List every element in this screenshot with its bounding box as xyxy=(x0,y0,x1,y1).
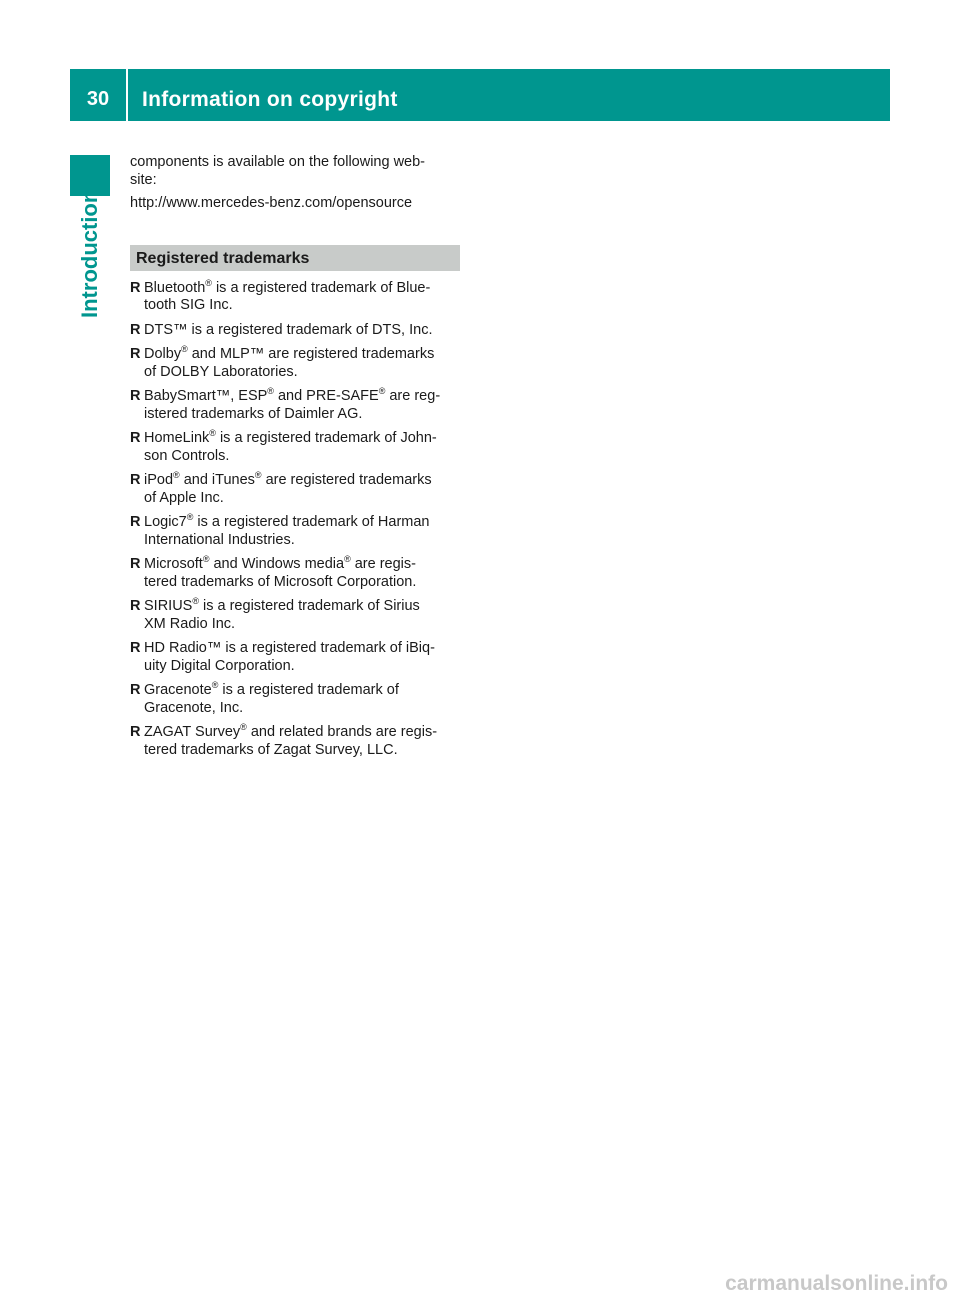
registered-mark: ® xyxy=(240,722,247,732)
item-text: Gracenote xyxy=(144,682,212,698)
item-text: uity Digital Corporation. xyxy=(144,657,295,674)
item-text: and Windows media xyxy=(209,556,345,572)
item-text: DTS™ is a registered trademark of DTS, Inc. xyxy=(144,321,433,338)
list-item xyxy=(130,277,460,315)
item-text: Dolby xyxy=(144,346,182,362)
bullet-icon: R xyxy=(130,598,141,614)
item-text: International Industries. xyxy=(144,531,295,548)
registered-mark: ® xyxy=(378,386,386,396)
item-text: and iTunes xyxy=(179,472,255,488)
item-text: are registered trademarks xyxy=(261,472,432,488)
list-item xyxy=(130,724,460,759)
item-text: XM Radio Inc. xyxy=(144,615,236,632)
item-text: is a registered trademark of Blue- xyxy=(211,279,431,296)
item-text: and related brands are regis- xyxy=(246,724,438,740)
list-item xyxy=(130,682,460,717)
registered-mark: ® xyxy=(173,470,180,480)
item-text: and PRE-SAFE xyxy=(273,388,379,404)
item-text: Microsoft xyxy=(144,556,203,572)
bullet-icon: R xyxy=(130,640,141,656)
bullet-icon: R xyxy=(130,346,141,362)
list-item xyxy=(130,640,460,675)
opensource-url: http://www.mercedes-benz.com/opensource xyxy=(130,195,413,211)
item-text: Gracenote, Inc. xyxy=(144,699,244,716)
bullet-icon: R xyxy=(130,724,141,740)
section-tab-label: Introduction xyxy=(77,189,102,318)
list-item xyxy=(130,322,460,340)
item-text: HD Radio™ is a registered trademark of iBiq- xyxy=(144,640,435,656)
list-item xyxy=(130,556,460,591)
page-number: 30 xyxy=(86,88,110,110)
registered-mark: ® xyxy=(186,512,194,522)
item-text: Bluetooth xyxy=(144,279,206,296)
item-text: and MLP™ are registered trademarks xyxy=(187,346,435,362)
trademark-list xyxy=(130,277,460,760)
registered-mark: ® xyxy=(192,596,199,606)
item-text: of Apple Inc. xyxy=(144,489,224,506)
page-title: Information on copyright xyxy=(142,88,398,111)
item-text: SIRIUS xyxy=(144,598,193,614)
intro-line: site: xyxy=(130,171,157,188)
list-item xyxy=(130,346,460,381)
item-text: are regis- xyxy=(350,556,416,572)
item-text: ZAGAT Survey xyxy=(144,724,241,740)
registered-mark: ® xyxy=(344,554,351,564)
list-item xyxy=(130,514,460,549)
intro-paragraph xyxy=(130,154,460,189)
registered-mark: ® xyxy=(267,386,274,396)
list-item xyxy=(130,388,460,423)
page-header-bar xyxy=(70,69,890,121)
item-text: HomeLink xyxy=(144,430,210,446)
section-heading: Registered trademarks xyxy=(130,245,460,271)
bullet-icon: R xyxy=(130,556,141,572)
item-text: is a registered trademark of Harman xyxy=(193,514,430,530)
item-text: tered trademarks of Zagat Survey, LLC. xyxy=(144,741,398,758)
site-watermark: carmanualsonline.info xyxy=(725,1272,948,1295)
intro-line: components is available on the following web- xyxy=(130,154,426,170)
item-text: BabySmart™, ESP xyxy=(144,388,268,404)
registered-mark: ® xyxy=(202,554,210,564)
main-content xyxy=(130,154,460,766)
item-text: istered trademarks of Daimler AG. xyxy=(144,405,363,422)
registered-mark: ® xyxy=(181,344,188,354)
item-text: is a registered trademark of xyxy=(218,682,399,698)
bullet-icon: R xyxy=(130,321,141,338)
item-text: Logic7 xyxy=(144,514,187,530)
bullet-icon: R xyxy=(130,472,141,488)
registered-mark: ® xyxy=(209,428,216,438)
registered-mark: ® xyxy=(254,470,262,480)
bullet-icon: R xyxy=(130,682,141,698)
bullet-icon: R xyxy=(130,388,141,404)
registered-mark: ® xyxy=(211,680,219,690)
item-text: tooth SIG Inc. xyxy=(144,297,233,313)
bullet-icon: R xyxy=(130,430,141,446)
list-item xyxy=(130,472,460,507)
item-text: are reg- xyxy=(385,388,441,404)
item-text: iPod xyxy=(144,472,174,488)
item-text: is a registered trademark of John- xyxy=(215,430,437,446)
list-item xyxy=(130,598,460,633)
header-divider xyxy=(126,69,128,121)
list-item xyxy=(130,430,460,465)
bullet-icon: R xyxy=(130,279,141,296)
item-text: son Controls. xyxy=(144,447,230,464)
registered-mark: ® xyxy=(205,277,212,288)
item-text: tered trademarks of Microsoft Corporation. xyxy=(144,573,417,590)
item-text: is a registered trademark of Sirius xyxy=(198,598,420,614)
item-text: of DOLBY Laboratories. xyxy=(144,363,298,380)
bullet-icon: R xyxy=(130,514,141,530)
